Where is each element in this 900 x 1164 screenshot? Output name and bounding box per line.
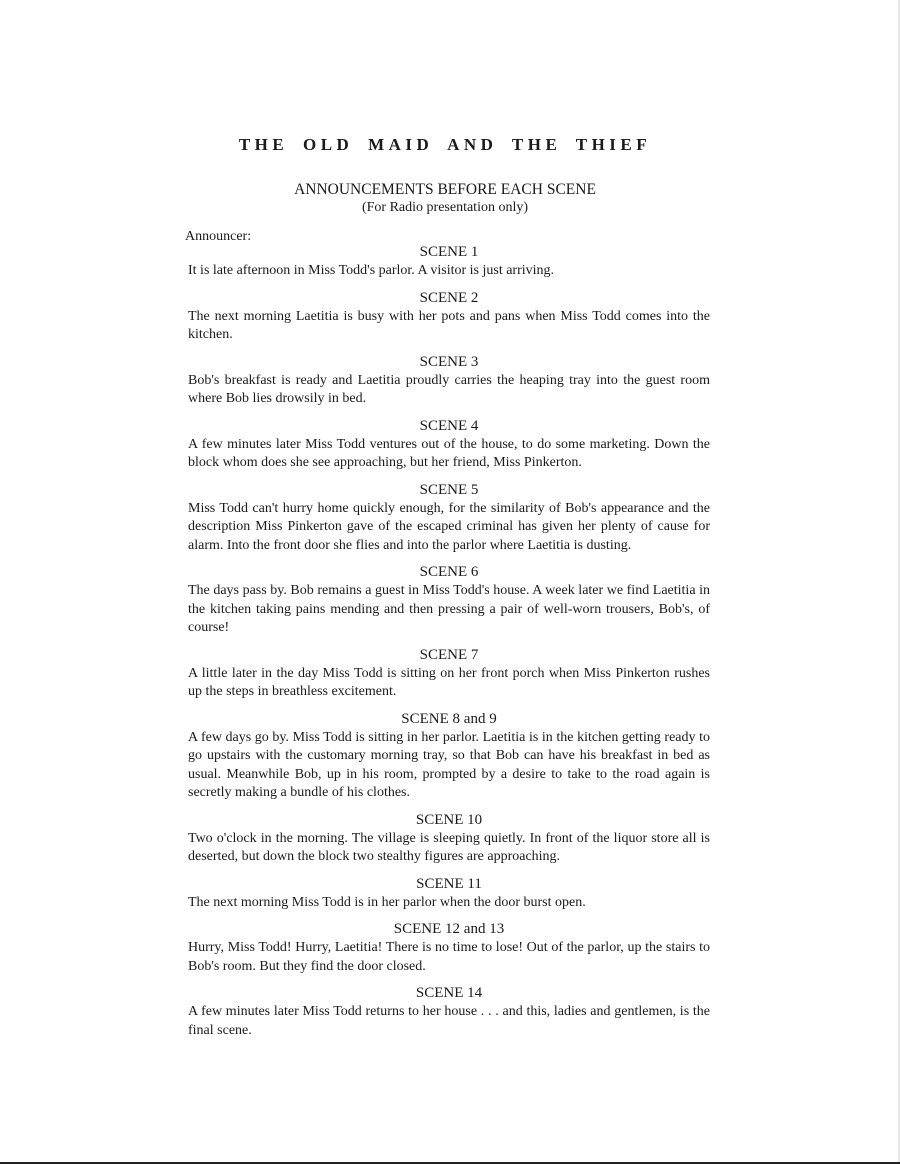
scene-title: SCENE 3: [419, 353, 479, 370]
scene-block: [188, 479, 710, 556]
scene-title: SCENE 7: [419, 646, 479, 663]
scene-title: SCENE 8 and 9: [401, 710, 497, 727]
scene-text: Hurry, Miss Todd! Hurry, Laetitia! There is no time to lose! Out of the parlor, up the stairs to Bob's room. But they find the door closed.: [188, 940, 710, 974]
scene-title: SCENE 11: [416, 875, 482, 892]
scene-title: SCENE 10: [415, 811, 483, 828]
scene-block: [188, 351, 710, 409]
scene-title: SCENE 5: [419, 481, 479, 498]
scene-text: Miss Todd can't hurry home quickly enough, for the similarity of Bob's appearance and the description Miss Pinkerton gave of the escaped criminal has given her plenty of cause for alarm. Into the front door she flies and into the parlor where Laetitia is dusting.: [188, 500, 710, 553]
speaker-label: Announcer:: [185, 229, 252, 244]
scene-block: [188, 561, 710, 638]
document-title: THE OLD MAID AND THE THIEF: [238, 135, 652, 154]
scene-block: [188, 415, 710, 473]
scene-text: It is late afternoon in Miss Todd's parlor. A visitor is just arriving.: [188, 263, 555, 278]
scene-title: SCENE 6: [419, 564, 479, 580]
scene-block: [188, 809, 710, 867]
scene-text: Two o'clock in the morning. The village is sleeping quietly. In front of the liquor store all is deserted, but down the block two stealthy figures are approaching.: [188, 830, 710, 864]
scene-text: The days pass by. Bob remains a guest in Miss Todd's house. A week later we find Laetitia in the kitchen taking pains mending and then pressing a pair of well-worn trousers, Bob's, of course!: [188, 583, 710, 635]
scene-title: SCENE 14: [415, 985, 483, 1001]
scene-block: [188, 873, 710, 913]
section-subheading: (For Radio presentation only): [361, 200, 529, 215]
scene-title: SCENE 4: [419, 417, 479, 434]
scene-title: SCENE 12 and 13: [393, 921, 505, 937]
scene-list: [188, 241, 710, 1046]
scene-block: [188, 708, 710, 803]
scene-text: The next morning Miss Todd is in her parlor when the door burst open.: [188, 894, 586, 910]
scene-block: [188, 644, 710, 702]
scene-text: A few minutes later Miss Todd returns to her house . . . and this, ladies and gentlemen, is the final scene.: [188, 1004, 710, 1038]
scene-title: SCENE 2: [419, 289, 479, 306]
section-heading: ANNOUNCEMENTS BEFORE EACH SCENE: [294, 181, 596, 198]
scene-text: A few days go by. Miss Todd is sitting in her parlor. Laetitia is in the kitchen getting ready to go upstairs with the customary morning tray, so that Bob can have his breakfast in bed as usual. Meanwhile Bob, up in his room, prompted by a desire to take to the road again is secretly making a bundle of his clothes.: [188, 729, 710, 800]
scene-block: [188, 918, 710, 976]
scene-text: The next morning Laetitia is busy with her pots and pans when Miss Todd comes into the kitchen.: [188, 308, 710, 342]
scene-block: [188, 982, 710, 1040]
scene-text: A few minutes later Miss Todd ventures out of the house, to do some marketing. Down the block whom does she see approaching, but her friend, Miss Pinkerton.: [188, 436, 710, 470]
scene-block: [188, 241, 710, 281]
scene-text: Bob's breakfast is ready and Laetitia proudly carries the heaping tray into the guest room where Bob lies drowsily in bed.: [188, 372, 710, 406]
scene-text: A little later in the day Miss Todd is sitting on her front porch when Miss Pinkerton rushes up the steps in breathless excitement.: [188, 665, 710, 699]
scene-title: SCENE 1: [419, 244, 479, 260]
scene-block: [188, 287, 710, 345]
